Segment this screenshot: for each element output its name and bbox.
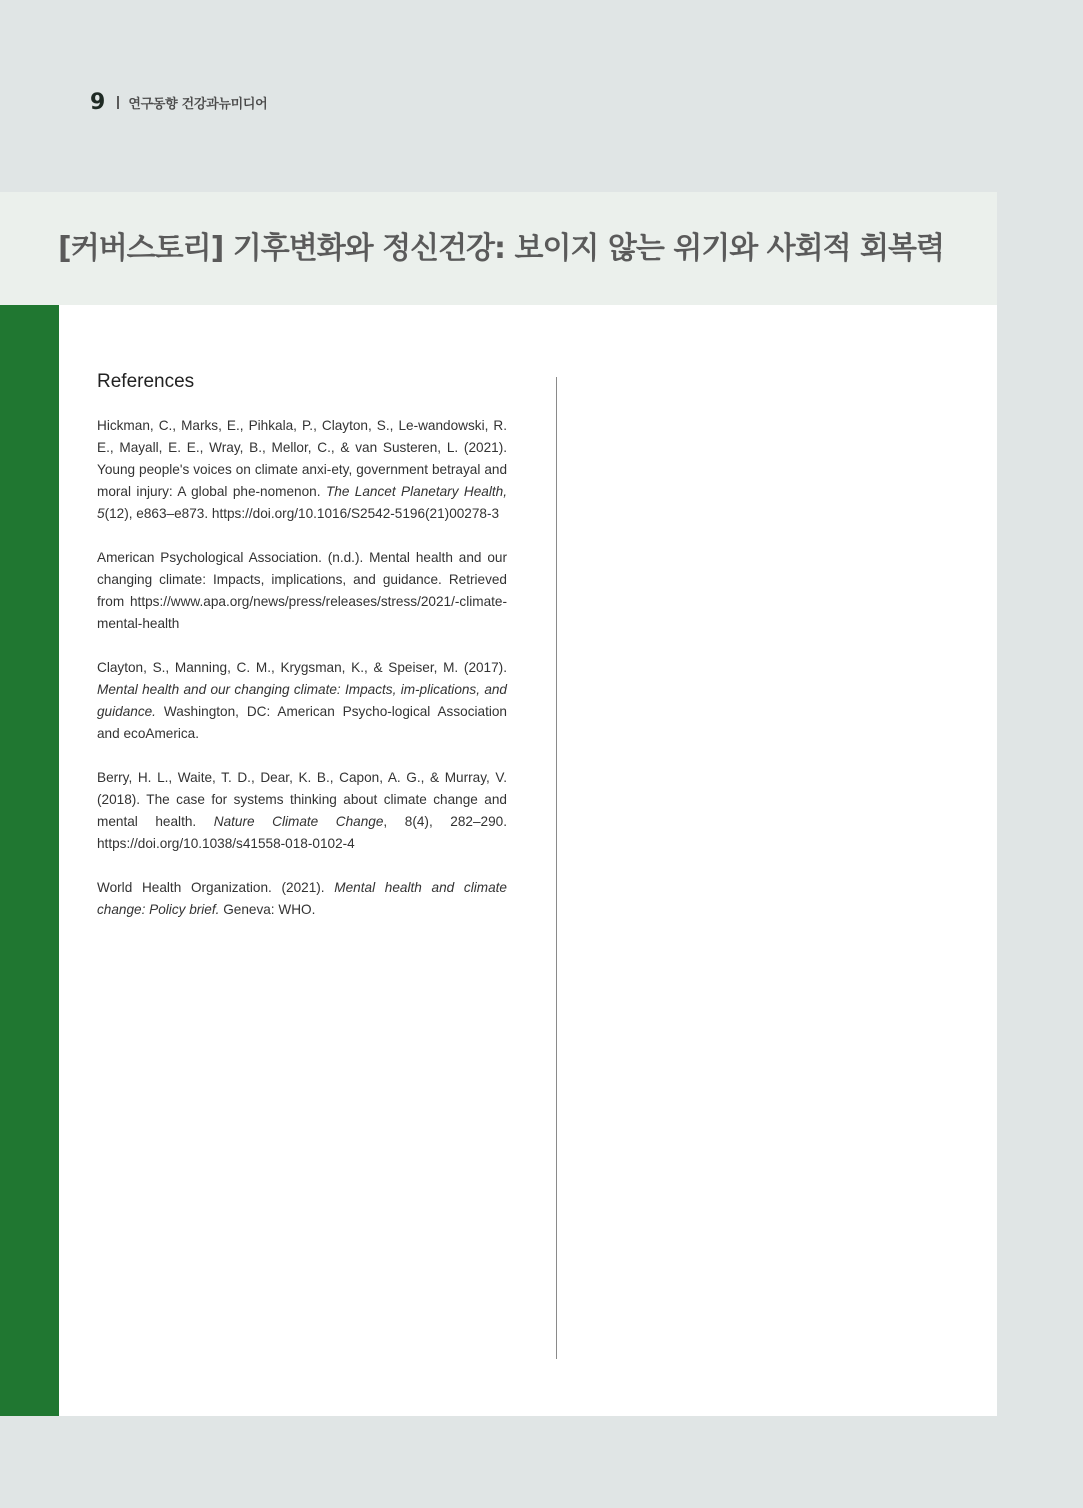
reference-item <box>97 657 507 745</box>
section-label: 연구동향 건강과뉴미디어 <box>128 96 268 112</box>
page-header <box>90 88 267 116</box>
reference-text: American Psychological Association. (n.d.). Mental health and our changing climate: Impacts, implications, and guidance. Retrieved from https://www.apa.org/news/press/releases/stress/2021/-climate-mental-health <box>97 550 507 631</box>
reference-text: Geneva: WHO. <box>219 902 316 917</box>
reference-item <box>97 877 507 921</box>
reference-text: Washington, DC: American Psycho-logical Association and ecoAmerica. <box>97 704 507 741</box>
title-band <box>0 192 997 305</box>
reference-italic: Mental health and climate change: Policy brief. <box>97 880 507 917</box>
reference-text: Clayton, S., Manning, C. M., Krygsman, K., & Speiser, M. (2017). <box>97 660 507 675</box>
reference-item <box>97 415 507 525</box>
reference-italic: Nature Climate Change <box>213 814 384 829</box>
reference-item <box>97 547 507 635</box>
header-separator <box>117 96 119 109</box>
reference-text: Hickman, C., Marks, E., Pihkala, P., Clayton, S., Le-wandowski, R. E., Mayall, E. E., Wray, B., Mellor, C., & van Susteren, L. (2021). Young people's voices on climate anxi-ety, government betrayal and moral injury: A global phe-nomenon. <box>97 418 507 499</box>
reference-item <box>97 767 507 855</box>
reference-text: , 8(4), 282–290. https://doi.org/10.1038/s41558-018-0102-4 <box>97 814 507 851</box>
article-title: [커버스토리] 기후변화와 정신건강: 보이지 않는 위기와 사회적 회복력 <box>58 231 944 266</box>
references-section <box>97 371 507 943</box>
reference-text: Berry, H. L., Waite, T. D., Dear, K. B., Capon, A. G., & Murray, V. (2018). The case for systems thinking about climate change and mental health. <box>97 770 507 829</box>
content-panel <box>59 305 997 1416</box>
page-number: 9 <box>90 89 106 115</box>
reference-italic: The Lancet Planetary Health, 5 <box>97 484 507 521</box>
references-heading: References <box>97 371 195 392</box>
reference-italic: Mental health and our changing climate: Impacts, im-plications, and guidance. <box>97 682 507 719</box>
column-divider <box>556 377 557 1359</box>
reference-text: World Health Organization. (2021). <box>97 880 335 895</box>
reference-text: (12), e863–e873. https://doi.org/10.1016/S2542-5196(21)00278-3 <box>104 506 500 521</box>
green-side-bar <box>0 305 59 1416</box>
